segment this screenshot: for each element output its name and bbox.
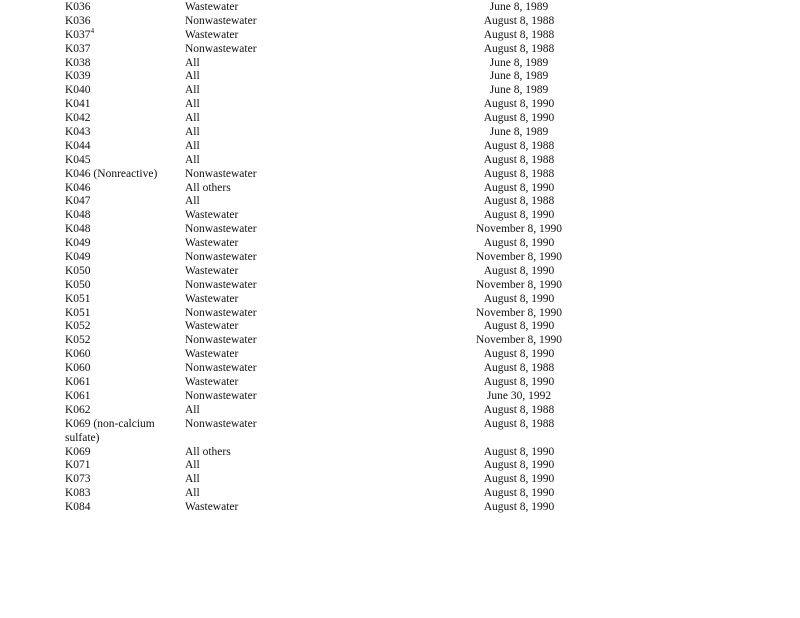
waste-code: K044 [65,139,91,152]
waste-code: K052 [65,334,91,347]
table-row [0,70,800,84]
table-row [0,376,800,390]
table-row [0,140,800,154]
effective-date-cell: August 8, 1988 [483,14,555,27]
effective-date-cell: August 8, 1988 [483,195,555,208]
table-row [0,390,800,404]
table-row [0,418,800,446]
table-row [0,362,800,376]
waste-type-cell: Wastewater [185,376,239,389]
waste-type-cell: Wastewater [185,320,239,333]
waste-code: K071 [65,459,91,472]
waste-code: K061 [65,389,91,402]
waste-code-cell [65,126,177,140]
table-row [0,251,800,265]
effective-date-cell: August 8, 1988 [483,403,555,416]
waste-code-cell [65,501,177,515]
waste-type-cell: Wastewater [185,1,239,13]
effective-date-cell: June 30, 1992 [486,389,552,402]
effective-date-cell: November 8, 1990 [476,251,562,264]
waste-type-cell: Nonwastewater [185,334,257,347]
table-row [0,487,800,501]
waste-code-cell [65,70,177,84]
waste-code: K038 [65,56,91,69]
effective-date-cell: November 8, 1990 [476,334,562,347]
effective-date-cell: August 8, 1990 [483,112,555,125]
footnote-marker: 4 [90,26,95,35]
effective-date-cell: November 8, 1990 [476,278,562,291]
waste-code-cell [65,84,177,98]
effective-date-cell: June 8, 1989 [489,56,549,69]
waste-type-cell: All others [185,181,231,194]
waste-code: K062 [65,403,91,416]
table-row [0,126,800,140]
waste-code-cell [65,98,177,112]
waste-code-cell [65,43,177,57]
waste-type-cell: Nonwastewater [185,417,257,430]
waste-code: K048 [65,209,91,222]
table-row [0,459,800,473]
waste-code: K060 [65,362,91,375]
waste-code: K040 [65,84,91,97]
table-row [0,15,800,29]
table-row [0,501,800,515]
waste-code-cell [65,362,177,376]
waste-type-cell: All [185,153,200,166]
effective-date-cell: August 8, 1990 [483,237,555,250]
waste-type-cell: Nonwastewater [185,14,257,27]
table-row [0,43,800,57]
table-row [0,223,800,237]
table-row [0,26,800,43]
waste-code: K043 [65,126,91,139]
waste-code: K083 [65,487,91,500]
effective-date-cell: August 8, 1990 [483,348,555,361]
waste-code-cell [65,390,177,404]
waste-code: K049 [65,237,91,250]
waste-type-cell: Nonwastewater [185,278,257,291]
waste-type-cell: Wastewater [185,209,239,222]
table-row [0,293,800,307]
waste-type-cell: All [185,139,200,152]
waste-type-cell: Nonwastewater [185,389,257,402]
waste-type-cell: All [185,487,200,500]
waste-code: K046 [65,181,91,194]
waste-code: K073 [65,473,91,486]
waste-code: K084 [65,501,91,514]
waste-code: K069 (non-calcium sulfate) [65,417,155,444]
waste-code: K037 [65,42,91,55]
waste-code: K045 [65,153,91,166]
waste-code-cell [65,195,177,209]
waste-code-cell [65,182,177,196]
table-row [0,307,800,321]
table-row [0,57,800,71]
table-row [0,334,800,348]
waste-code-cell [65,251,177,265]
waste-code: K036 [65,1,91,13]
table-row [0,348,800,362]
effective-date-cell: June 8, 1989 [489,1,549,13]
waste-type-cell: All [185,112,200,125]
table-row [0,98,800,112]
table-row [0,404,800,418]
waste-code: K036 [65,14,91,27]
waste-code-cell [65,154,177,168]
effective-date-cell: August 8, 1988 [483,153,555,166]
effective-date-cell: August 8, 1990 [483,445,555,458]
effective-date-cell: August 8, 1990 [483,320,555,333]
table-row [0,112,800,126]
waste-code-cell [65,473,177,487]
waste-type-cell: Wastewater [185,264,239,277]
waste-code: K048 [65,223,91,236]
effective-date-cell: August 8, 1988 [483,167,555,180]
effective-date-cell: August 8, 1990 [483,473,555,486]
waste-code: K047 [65,195,91,208]
waste-type-cell: All [185,98,200,111]
waste-type-cell: Wastewater [185,237,239,250]
waste-code-table [0,1,800,515]
waste-code-cell [65,348,177,362]
waste-code: K037 [65,28,91,41]
waste-code: K060 [65,348,91,361]
table-row [0,84,800,98]
effective-date-cell: August 8, 1988 [483,42,555,55]
waste-code: K050 [65,264,91,277]
table-row [0,1,800,15]
effective-date-cell: August 8, 1990 [483,181,555,194]
waste-type-cell: Wastewater [185,292,239,305]
effective-date-cell: August 8, 1990 [483,209,555,222]
table-row [0,154,800,168]
waste-type-cell: Wastewater [185,501,239,514]
waste-code: K061 [65,376,91,389]
waste-type-cell: All [185,84,200,97]
waste-code-cell [65,376,177,390]
waste-code-cell [65,404,177,418]
waste-code-cell [65,57,177,71]
effective-date-cell: August 8, 1990 [483,98,555,111]
waste-type-cell: All [185,403,200,416]
waste-code: K049 [65,251,91,264]
waste-code: K042 [65,112,91,125]
effective-date-cell: August 8, 1990 [483,459,555,472]
effective-date-cell: August 8, 1990 [483,376,555,389]
effective-date-cell: November 8, 1990 [476,306,562,319]
waste-type-cell: All [185,70,200,83]
waste-code: K051 [65,306,91,319]
waste-code-cell [65,265,177,279]
table-row [0,473,800,487]
waste-code-cell [65,15,177,29]
effective-date-cell: August 8, 1990 [483,501,555,514]
waste-type-cell: Wastewater [185,28,239,41]
waste-code-cell [65,334,177,348]
effective-date-cell: November 8, 1990 [476,223,562,236]
waste-type-cell: All [185,126,200,139]
waste-code-cell [65,140,177,154]
waste-type-cell: Nonwastewater [185,42,257,55]
waste-code: K069 [65,445,91,458]
waste-code-cell [65,446,177,460]
effective-date-cell: June 8, 1989 [489,84,549,97]
waste-code-cell [65,279,177,293]
table-row [0,446,800,460]
waste-type-cell: All [185,473,200,486]
table-row [0,209,800,223]
table-row [0,182,800,196]
effective-date-cell: August 8, 1990 [483,264,555,277]
waste-code: K041 [65,98,91,111]
waste-type-cell: Nonwastewater [185,362,257,375]
effective-date-cell: August 8, 1988 [483,139,555,152]
table-row [0,168,800,182]
waste-type-cell: All [185,56,200,69]
waste-type-cell: Nonwastewater [185,223,257,236]
table-row [0,237,800,251]
waste-code: K050 [65,278,91,291]
waste-type-cell: Nonwastewater [185,251,257,264]
waste-code-cell [65,209,177,223]
waste-type-cell: All [185,459,200,472]
effective-date-cell: August 8, 1988 [483,362,555,375]
waste-code-cell [65,223,177,237]
effective-date-cell: August 8, 1990 [483,292,555,305]
waste-code-cell [65,320,177,334]
waste-code-cell [65,293,177,307]
waste-type-cell: Wastewater [185,348,239,361]
waste-type-cell: All others [185,445,231,458]
waste-type-cell: Nonwastewater [185,306,257,319]
waste-code-cell [65,112,177,126]
waste-type-cell: Nonwastewater [185,167,257,180]
table-row [0,265,800,279]
waste-code-cell [65,237,177,251]
waste-code: K039 [65,70,91,83]
table-row [0,320,800,334]
waste-code-cell [65,1,177,15]
table-row [0,279,800,293]
effective-date-cell: August 8, 1988 [483,28,555,41]
waste-type-cell: All [185,195,200,208]
waste-code-cell [65,418,177,446]
waste-code-cell [65,459,177,473]
waste-code-cell [65,307,177,321]
waste-code-cell [65,168,177,182]
table-row [0,195,800,209]
waste-code: K046 (Nonreactive) [65,167,158,180]
effective-date-cell: August 8, 1990 [483,487,555,500]
waste-code-cell [65,26,177,43]
effective-date-cell: August 8, 1988 [483,417,555,430]
waste-code: K051 [65,292,91,305]
waste-code-cell [65,487,177,501]
waste-code: K052 [65,320,91,333]
effective-date-cell: June 8, 1989 [489,70,549,83]
effective-date-cell: June 8, 1989 [489,126,549,139]
